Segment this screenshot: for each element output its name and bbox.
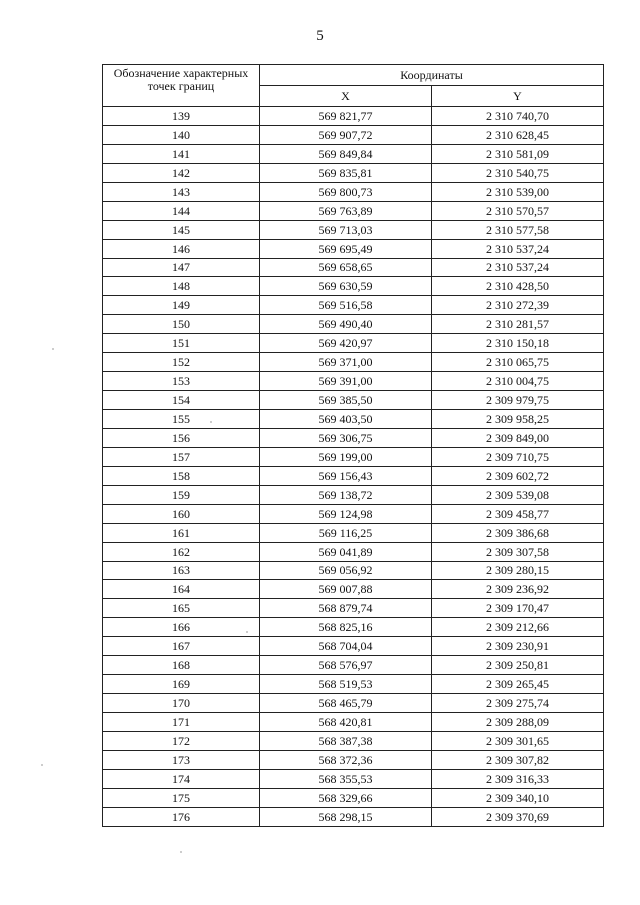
table-row (103, 656, 604, 675)
x-coordinate-cell: 568 355,53 (260, 769, 432, 788)
point-id-cell: 144 (103, 201, 260, 220)
table-row (103, 580, 604, 599)
x-coordinate-cell: 569 199,00 (260, 447, 432, 466)
point-id-cell: 158 (103, 466, 260, 485)
y-coordinate-cell: 2 309 265,45 (432, 675, 604, 694)
table-row (103, 750, 604, 769)
point-id-cell: 149 (103, 296, 260, 315)
point-id-cell: 148 (103, 277, 260, 296)
x-coordinate-cell: 569 835,81 (260, 163, 432, 182)
x-coordinate-cell: 569 907,72 (260, 125, 432, 144)
point-id-cell: 175 (103, 788, 260, 807)
table-row (103, 239, 604, 258)
y-coordinate-cell: 2 310 004,75 (432, 372, 604, 391)
table-row (103, 447, 604, 466)
x-coordinate-cell: 569 658,65 (260, 258, 432, 277)
table-row (103, 296, 604, 315)
x-coordinate-cell: 569 821,77 (260, 107, 432, 126)
table-row (103, 125, 604, 144)
point-id-cell: 169 (103, 675, 260, 694)
x-coordinate-cell: 569 385,50 (260, 391, 432, 410)
point-id-cell: 145 (103, 220, 260, 239)
x-coordinate-cell: 568 465,79 (260, 694, 432, 713)
point-id-cell: 162 (103, 542, 260, 561)
x-coordinate-cell: 568 372,36 (260, 750, 432, 769)
y-coordinate-cell: 2 309 458,77 (432, 504, 604, 523)
y-coordinate-cell: 2 309 280,15 (432, 561, 604, 580)
table-row (103, 410, 604, 429)
x-coordinate-cell: 568 704,04 (260, 637, 432, 656)
table-row (103, 769, 604, 788)
table-row (103, 637, 604, 656)
point-id-cell: 150 (103, 315, 260, 334)
x-coordinate-cell: 568 576,97 (260, 656, 432, 675)
y-coordinate-cell: 2 310 272,39 (432, 296, 604, 315)
table-row (103, 731, 604, 750)
table-row (103, 372, 604, 391)
table-body (103, 107, 604, 827)
point-id-cell: 142 (103, 163, 260, 182)
x-coordinate-cell: 568 329,66 (260, 788, 432, 807)
point-id-cell: 160 (103, 504, 260, 523)
table-row (103, 182, 604, 201)
point-id-cell: 155 (103, 410, 260, 429)
scan-speck (52, 348, 54, 350)
x-coordinate-cell: 569 420,97 (260, 334, 432, 353)
y-header: Y (432, 86, 604, 107)
x-coordinate-cell: 568 825,16 (260, 618, 432, 637)
table-row (103, 353, 604, 372)
y-coordinate-cell: 2 309 288,09 (432, 713, 604, 732)
table-row (103, 315, 604, 334)
y-coordinate-cell: 2 309 212,66 (432, 618, 604, 637)
y-coordinate-cell: 2 309 849,00 (432, 428, 604, 447)
x-coordinate-cell: 569 041,89 (260, 542, 432, 561)
point-id-cell: 163 (103, 561, 260, 580)
x-coordinate-cell: 569 713,03 (260, 220, 432, 239)
y-coordinate-cell: 2 309 307,82 (432, 750, 604, 769)
table-row (103, 201, 604, 220)
table-row (103, 466, 604, 485)
y-coordinate-cell: 2 309 307,58 (432, 542, 604, 561)
y-coordinate-cell: 2 309 250,81 (432, 656, 604, 675)
point-id-cell: 146 (103, 239, 260, 258)
x-coordinate-cell: 568 387,38 (260, 731, 432, 750)
x-coordinate-cell: 569 124,98 (260, 504, 432, 523)
y-coordinate-cell: 2 310 537,24 (432, 258, 604, 277)
table-row (103, 713, 604, 732)
x-coordinate-cell: 569 007,88 (260, 580, 432, 599)
table-row (103, 107, 604, 126)
y-coordinate-cell: 2 309 230,91 (432, 637, 604, 656)
point-id-cell: 147 (103, 258, 260, 277)
x-coordinate-cell: 569 371,00 (260, 353, 432, 372)
table-row (103, 807, 604, 826)
point-id-cell: 172 (103, 731, 260, 750)
table-header (103, 65, 604, 107)
y-coordinate-cell: 2 309 370,69 (432, 807, 604, 826)
x-coordinate-cell: 569 138,72 (260, 485, 432, 504)
x-coordinate-cell: 569 490,40 (260, 315, 432, 334)
x-coordinate-cell: 568 420,81 (260, 713, 432, 732)
y-coordinate-cell: 2 310 150,18 (432, 334, 604, 353)
table-row (103, 163, 604, 182)
point-id-cell: 165 (103, 599, 260, 618)
y-coordinate-cell: 2 310 281,57 (432, 315, 604, 334)
y-coordinate-cell: 2 309 710,75 (432, 447, 604, 466)
y-coordinate-cell: 2 310 540,75 (432, 163, 604, 182)
table-row (103, 258, 604, 277)
x-coordinate-cell: 568 879,74 (260, 599, 432, 618)
table-row (103, 277, 604, 296)
table-row (103, 334, 604, 353)
y-coordinate-cell: 2 309 340,10 (432, 788, 604, 807)
table-row (103, 504, 604, 523)
point-id-cell: 174 (103, 769, 260, 788)
point-id-cell: 159 (103, 485, 260, 504)
y-coordinate-cell: 2 309 236,92 (432, 580, 604, 599)
y-coordinate-cell: 2 309 301,65 (432, 731, 604, 750)
table-row (103, 391, 604, 410)
coordinates-header: Координаты (260, 65, 604, 86)
point-id-cell: 171 (103, 713, 260, 732)
point-id-cell: 139 (103, 107, 260, 126)
scan-speck (41, 764, 43, 766)
point-id-cell: 140 (103, 125, 260, 144)
table-row (103, 694, 604, 713)
y-coordinate-cell: 2 309 602,72 (432, 466, 604, 485)
x-coordinate-cell: 569 800,73 (260, 182, 432, 201)
point-id-cell: 143 (103, 182, 260, 201)
table-row (103, 542, 604, 561)
x-coordinate-cell: 568 519,53 (260, 675, 432, 694)
y-coordinate-cell: 2 310 537,24 (432, 239, 604, 258)
y-coordinate-cell: 2 310 065,75 (432, 353, 604, 372)
y-coordinate-cell: 2 310 581,09 (432, 144, 604, 163)
x-coordinate-cell: 569 156,43 (260, 466, 432, 485)
x-coordinate-cell: 569 403,50 (260, 410, 432, 429)
x-coordinate-cell: 569 630,59 (260, 277, 432, 296)
header-row-top (103, 65, 604, 86)
table-row (103, 523, 604, 542)
table-row (103, 675, 604, 694)
point-id-cell: 157 (103, 447, 260, 466)
y-coordinate-cell: 2 310 428,50 (432, 277, 604, 296)
x-coordinate-cell: 569 391,00 (260, 372, 432, 391)
table-row (103, 220, 604, 239)
point-id-cell: 152 (103, 353, 260, 372)
y-coordinate-cell: 2 309 386,68 (432, 523, 604, 542)
y-coordinate-cell: 2 309 979,75 (432, 391, 604, 410)
x-coordinate-cell: 569 849,84 (260, 144, 432, 163)
y-coordinate-cell: 2 310 577,58 (432, 220, 604, 239)
point-id-cell: 167 (103, 637, 260, 656)
table-row (103, 428, 604, 447)
point-id-cell: 168 (103, 656, 260, 675)
x-header: X (260, 86, 432, 107)
y-coordinate-cell: 2 309 539,08 (432, 485, 604, 504)
point-id-cell: 156 (103, 428, 260, 447)
y-coordinate-cell: 2 310 570,57 (432, 201, 604, 220)
coordinates-table (102, 64, 604, 827)
scan-speck (210, 421, 212, 423)
y-coordinate-cell: 2 310 628,45 (432, 125, 604, 144)
point-id-cell: 166 (103, 618, 260, 637)
point-label-header: Обозначение характерных точек границ (103, 65, 260, 107)
scan-speck (246, 631, 248, 633)
point-id-cell: 176 (103, 807, 260, 826)
table-row (103, 485, 604, 504)
x-coordinate-cell: 569 695,49 (260, 239, 432, 258)
y-coordinate-cell: 2 309 275,74 (432, 694, 604, 713)
point-id-cell: 170 (103, 694, 260, 713)
point-id-cell: 151 (103, 334, 260, 353)
x-coordinate-cell: 569 763,89 (260, 201, 432, 220)
scan-speck (180, 851, 182, 853)
point-id-cell: 164 (103, 580, 260, 599)
y-coordinate-cell: 2 310 539,00 (432, 182, 604, 201)
point-id-cell: 161 (103, 523, 260, 542)
y-coordinate-cell: 2 309 958,25 (432, 410, 604, 429)
table-row (103, 144, 604, 163)
point-id-cell: 154 (103, 391, 260, 410)
point-id-cell: 153 (103, 372, 260, 391)
table-row (103, 599, 604, 618)
table-row (103, 561, 604, 580)
y-coordinate-cell: 2 310 740,70 (432, 107, 604, 126)
x-coordinate-cell: 569 516,58 (260, 296, 432, 315)
table-row (103, 788, 604, 807)
point-id-cell: 173 (103, 750, 260, 769)
y-coordinate-cell: 2 309 170,47 (432, 599, 604, 618)
point-id-cell: 141 (103, 144, 260, 163)
x-coordinate-cell: 568 298,15 (260, 807, 432, 826)
table-row (103, 618, 604, 637)
x-coordinate-cell: 569 116,25 (260, 523, 432, 542)
page-number: 5 (316, 28, 324, 44)
x-coordinate-cell: 569 306,75 (260, 428, 432, 447)
x-coordinate-cell: 569 056,92 (260, 561, 432, 580)
y-coordinate-cell: 2 309 316,33 (432, 769, 604, 788)
